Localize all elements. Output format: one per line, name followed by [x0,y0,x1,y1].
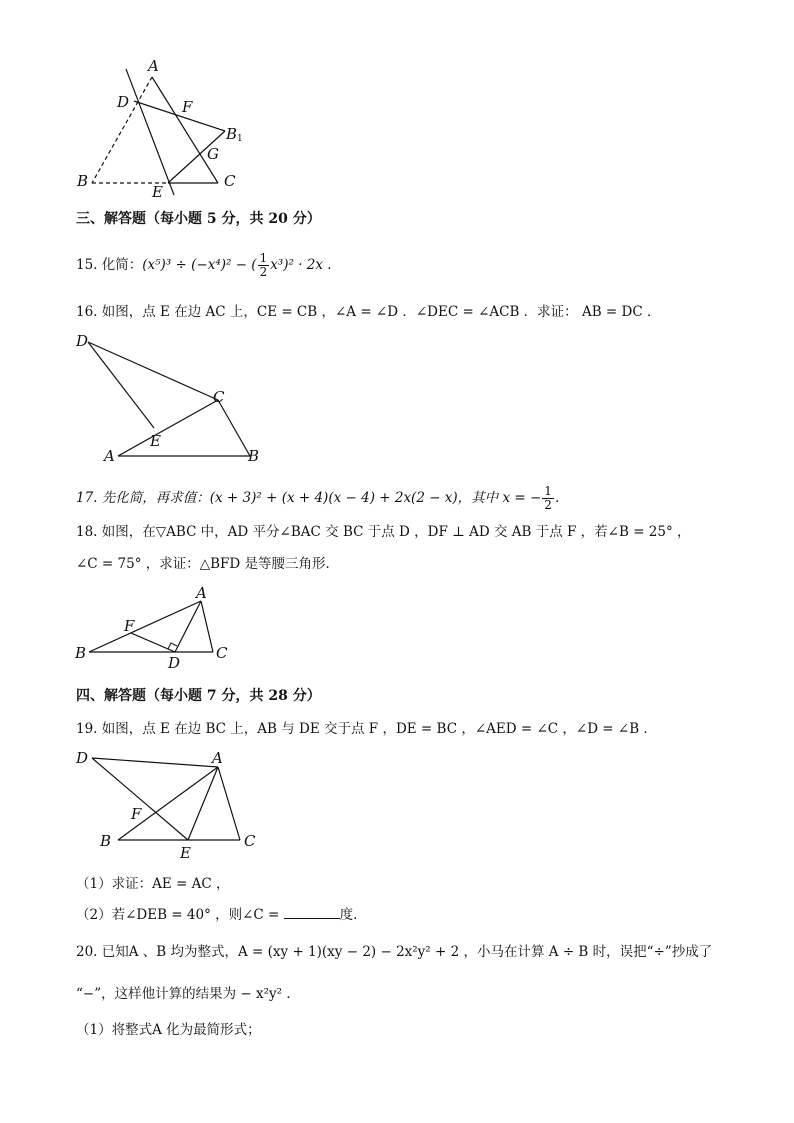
label-B: B [248,447,260,465]
label-E: E [180,844,191,862]
label-B1-sub: 1 [237,134,243,144]
fraction: $\frac{1}{2}$ [259,251,268,279]
label-D: D [76,749,89,767]
problem-20-q1: （1）将整式A 化为最简形式； [76,1022,261,1038]
label-B: B [77,172,89,190]
label-D: D [168,654,181,672]
label-B: B [75,644,87,662]
problem-20-line1: 20. 已知A 、B 均为整式，A = (xy + 1)(xy − 2) − 2x²y² + 2 ，小马在计算 A ÷ B 时，误把“÷”抄成了 [76,944,713,960]
figure-problem-18 [70,583,240,673]
problem-20-line2: “−”，这样他计算的结果为 − x²y² ． [76,986,300,1002]
figure-problem-16 [70,330,270,470]
problem-15: 15. 化简：(x⁵)³ ÷ (−x⁴)² − ( $\frac{1}{2}$ x³)² · 2x . [76,251,332,279]
section-heading-3: 三、解答题（每小题 5 分，共 20 分） [76,211,321,227]
label-E: E [150,432,161,450]
figure-triangle-fold [70,55,260,200]
label-A: A [212,749,223,767]
label-C: C [216,644,228,662]
label-D: D [117,93,130,111]
label-F: F [131,805,142,823]
label-A: A [148,57,159,75]
label-G: G [207,145,219,163]
section-heading-4: 四、解答题（每小题 7 分，共 28 分） [76,688,321,704]
label-C: C [244,832,256,850]
answer-blank[interactable] [284,906,340,919]
problem-19-q2: （2）若∠DEB = 40° ，则∠C = 度． [76,907,367,923]
label-C: C [224,172,236,190]
label-C: C [213,388,225,406]
fraction: $\frac{1}{2}$ [544,484,552,512]
label-F: F [182,98,193,116]
problem-16: 16. 如图，点 E 在边 AC 上，CE = CB ，∠A = ∠D ．∠DEC = ∠ACB ．求证： AB = DC ． [76,304,661,320]
label-A: A [196,584,207,602]
label-D: D [76,332,89,350]
label-A: A [104,447,115,465]
problem-18-line2: ∠C = 75° ，求证：△BFD 是等腰三角形． [76,556,340,572]
problem-17: 17. 先化简，再求值：(x + 3)² + (x + 4)(x − 4) + 2x(2 − x)，其中 x = − $\frac{1}{2}$ . [76,484,560,512]
problem-18-line1: 18. 如图，在▽ABC 中，AD 平分∠BAC 交 BC 于点 D ，DF ⊥ AD 交 AB 于点 F ，若∠B = 25° ， [76,524,691,540]
problem-19: 19. 如图，点 E 在边 BC 上，AB 与 DE 交于点 F ，DE = BC ，∠AED = ∠C ，∠D = ∠B ． [76,721,657,737]
figure-problem-19 [70,745,270,865]
label-E: E [152,183,163,200]
label-B1: B [226,125,238,143]
problem-19-q1: （1）求证：AE = AC ， [76,876,230,892]
label-B: B [100,832,112,850]
label-F: F [124,617,135,635]
